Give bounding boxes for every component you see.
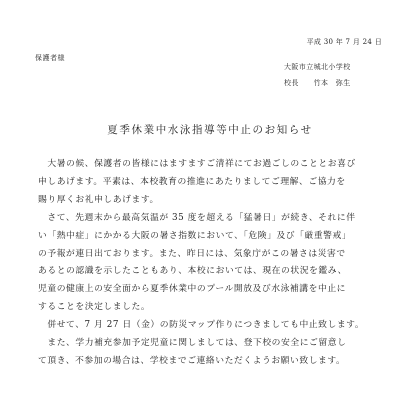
document-title: 夏季休業中水泳指導等中止のお知らせ: [107, 124, 313, 136]
body-line: また、学力補充参加予定児童に関しましては、登下校の安全にご留意し: [38, 338, 347, 349]
body-line: の予報が連日出ております。また、昨日には、気象庁がこの暑さは災害で: [38, 248, 346, 259]
school-name: 大阪市立城北小学校: [284, 63, 351, 71]
body-line: 賜り厚くお礼申しあげます。: [38, 194, 159, 205]
body-line: 申しあげます。平素は、本校教育の推進にあたりましてご理解、ご協力を: [38, 176, 346, 187]
issue-date: 平成 30 年 7 月 24 日: [306, 38, 382, 46]
principal-name: 校長 竹本 弥生: [284, 79, 351, 87]
body-line: 大暑の候、保護者の皆様にはますますご清祥にてお過ごしのこととお喜び: [38, 159, 356, 169]
body-line: い「熱中症」にかかる大阪の暑さ指数において、「危険」及び「厳重警戒」: [38, 230, 352, 241]
document-body: [38, 156, 392, 371]
body-line: て頂き、不参加の場合は、学校までご連絡いただくようお願い致します。: [38, 355, 346, 366]
addressee: 保護者様: [35, 54, 65, 62]
body-line: あるとの認識を示したこともあり、本校においては、現在の状況を鑑み、: [38, 266, 347, 277]
body-line: 併せて、7 月 27 日（金）の防災マップ作りにつきましても中止致します。: [38, 320, 365, 331]
body-line: することを決定しました。: [38, 302, 151, 313]
body-line: さて、先週末から最高気温が 35 度を超える「猛暑日」が続き、それに伴: [38, 212, 356, 223]
body-line: 児童の健康上の安全面から夏季休業中のプール開放及び水泳補講を中止に: [38, 284, 347, 295]
